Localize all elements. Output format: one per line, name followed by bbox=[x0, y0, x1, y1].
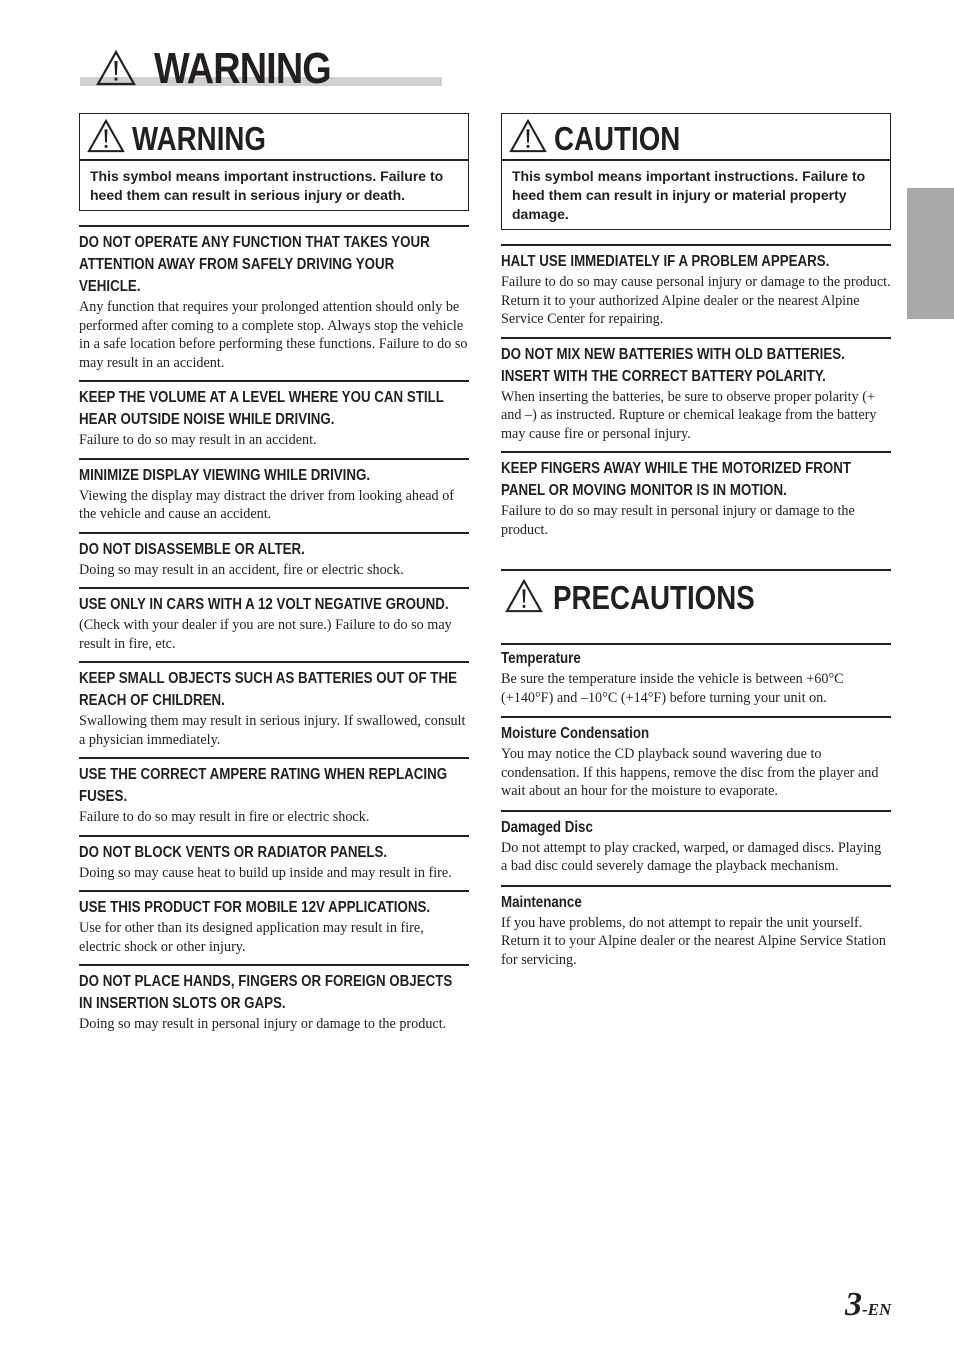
warning-item bbox=[79, 225, 469, 380]
warning-box-title: WARNING bbox=[132, 120, 266, 157]
warning-item bbox=[79, 458, 469, 532]
warning-heading-line: DO NOT DISASSEMBLE OR ALTER. bbox=[79, 540, 305, 558]
warning-item-body: Swallowing them may result in serious injury. If swallowed, consult a physician immediately. bbox=[79, 713, 466, 748]
warning-item-body: Doing so may result in an accident, fire or electric shock. bbox=[79, 561, 404, 578]
precaution-heading: Temperature bbox=[501, 650, 581, 667]
warning-item-heading bbox=[79, 764, 448, 808]
page-number bbox=[845, 1286, 891, 1324]
precautions-header bbox=[501, 569, 891, 621]
warning-triangle-icon bbox=[509, 119, 547, 153]
warning-item-heading bbox=[79, 842, 414, 864]
warning-item-body: Failure to do so may result in an accident. bbox=[79, 432, 317, 448]
precaution-body: If you have problems, do not attempt to repair the unit yourself. Return it to your Alpine dealer or the nearest Alpine Service Station for servicing. bbox=[501, 914, 886, 968]
warning-heading-line: DO NOT PLACE HANDS, FINGERS OR FOREIGN OBJECTS bbox=[79, 973, 453, 990]
caution-heading-line: PANEL OR MOVING MONITOR IS IN MOTION. bbox=[501, 482, 787, 499]
precaution-item bbox=[501, 810, 891, 885]
caution-heading-line: HALT USE IMMEDIATELY IF A PROBLEM APPEARS. bbox=[501, 253, 830, 270]
warning-item-body: Doing so may cause heat to build up inside and may result in fire. bbox=[79, 864, 452, 881]
warning-item-heading bbox=[79, 668, 457, 712]
warning-heading-line: KEEP SMALL OBJECTS SUCH AS BATTERIES OUT OF THE bbox=[79, 670, 457, 687]
caution-heading-line: INSERT WITH THE CORRECT BATTERY POLARITY. bbox=[501, 367, 826, 385]
precaution-body: You may notice the CD playback sound wavering due to condensation. If this happens, remove the disc from the player and wait about an hour for the moisture to evaporate. bbox=[501, 746, 879, 799]
warning-heading-line: HEAR OUTSIDE NOISE WHILE DRIVING. bbox=[79, 411, 335, 428]
precaution-item bbox=[501, 885, 891, 979]
warning-heading-line: DO NOT OPERATE ANY FUNCTION THAT TAKES YOUR bbox=[79, 234, 430, 251]
warning-box-description: This symbol means important instructions. Failure to heed them can result in serious injury or death. bbox=[90, 168, 444, 203]
warning-item-body: Viewing the display may distract the driver from looking ahead of the vehicle and cause an accident. bbox=[79, 487, 455, 522]
precaution-item bbox=[501, 645, 891, 716]
warning-item bbox=[79, 835, 469, 891]
warning-item bbox=[79, 964, 469, 1042]
warning-item bbox=[79, 380, 469, 458]
caution-column bbox=[501, 113, 891, 978]
warning-item bbox=[79, 661, 469, 757]
precaution-body: Be sure the temperature inside the vehicle is between +60°C (+140°F) and –10°C (+14°F) before turning your unit on. bbox=[501, 671, 844, 706]
warning-item bbox=[79, 587, 469, 661]
warning-item-body: Use for other than its designed application may result in fire, electric shock or other injury. bbox=[79, 920, 424, 955]
warning-triangle-icon bbox=[505, 579, 543, 613]
warning-heading-line: MINIMIZE DISPLAY VIEWING WHILE DRIVING. bbox=[79, 466, 371, 484]
warning-heading-line: REACH OF CHILDREN. bbox=[79, 692, 225, 709]
warning-item-heading bbox=[79, 897, 431, 919]
precaution-item bbox=[501, 716, 891, 810]
warning-heading-line: IN INSERTION SLOTS OR GAPS. bbox=[79, 995, 286, 1012]
caution-heading-line: DO NOT MIX NEW BATTERIES WITH OLD BATTERIES. bbox=[501, 345, 845, 363]
caution-symbol-box bbox=[501, 113, 891, 230]
caution-item-body: When inserting the batteries, be sure to observe proper polarity (+ and –) as instructed. Rupture or chemical leakage from the battery may cause fire or personal injury. bbox=[501, 388, 877, 442]
caution-heading-line: KEEP FINGERS AWAY WHILE THE MOTORIZED FRONT bbox=[501, 460, 852, 477]
warning-item-heading bbox=[79, 539, 414, 561]
precautions-title: PRECAUTIONS bbox=[553, 579, 755, 616]
page-number-value: 3 bbox=[845, 1286, 862, 1323]
warning-heading-line: DO NOT BLOCK VENTS OR RADIATOR PANELS. bbox=[79, 843, 388, 861]
warning-triangle-icon bbox=[96, 50, 136, 86]
warning-item-body: Doing so may result in personal injury or damage to the product. bbox=[79, 1016, 447, 1032]
caution-item bbox=[501, 244, 891, 337]
precaution-heading: Maintenance bbox=[501, 893, 582, 911]
section-tab bbox=[907, 188, 954, 319]
warning-item bbox=[79, 532, 469, 588]
warning-item-body: Failure to do so may result in fire or electric shock. bbox=[79, 809, 370, 825]
warning-item-heading bbox=[79, 232, 430, 298]
precautions-list bbox=[501, 645, 891, 978]
warning-symbol-box bbox=[79, 113, 469, 211]
page-title bbox=[80, 44, 442, 94]
warning-heading-line: KEEP THE VOLUME AT A LEVEL WHERE YOU CAN STILL bbox=[79, 389, 444, 406]
page-number-suffix: -EN bbox=[862, 1300, 892, 1319]
warning-item-heading bbox=[79, 465, 414, 487]
caution-box-title: CAUTION bbox=[554, 120, 681, 157]
warning-item bbox=[79, 757, 469, 835]
warning-heading-line: ATTENTION AWAY FROM SAFELY DRIVING YOUR bbox=[79, 256, 395, 273]
warning-item bbox=[79, 890, 469, 964]
warning-item-heading bbox=[79, 971, 453, 1015]
caution-item-heading bbox=[501, 458, 852, 502]
caution-item-body: Failure to do so may cause personal injury or damage to the product. Return it to your authorized Alpine dealer or the nearest Alpine Service Center for repairing. bbox=[501, 274, 891, 327]
warning-list bbox=[79, 225, 469, 1042]
warning-heading-line: VEHICLE. bbox=[79, 278, 141, 295]
warning-heading-line: USE THIS PRODUCT FOR MOBILE 12V APPLICATIONS. bbox=[79, 899, 431, 916]
precaution-body: Do not attempt to play cracked, warped, or damaged discs. Playing a bad disc could severely damage the playback mechanism. bbox=[501, 839, 882, 874]
warning-triangle-icon bbox=[87, 119, 125, 153]
caution-item-heading bbox=[501, 344, 845, 388]
caution-box-description: This symbol means important instructions. Failure to heed them can result in injury or material property damage. bbox=[512, 168, 866, 222]
warning-column bbox=[79, 113, 469, 1042]
precaution-heading: Moisture Condensation bbox=[501, 725, 650, 742]
caution-list bbox=[501, 244, 891, 547]
warning-heading-line: FUSES. bbox=[79, 788, 128, 805]
warning-heading-line: USE THE CORRECT AMPERE RATING WHEN REPLACING bbox=[79, 766, 448, 783]
caution-item-heading bbox=[501, 251, 836, 273]
warning-item-heading bbox=[79, 387, 444, 431]
caution-item-body: Failure to do so may result in personal injury or damage to the product. bbox=[501, 503, 855, 538]
warning-item-heading bbox=[79, 594, 449, 616]
warning-heading-line: USE ONLY IN CARS WITH A 12 VOLT NEGATIVE GROUND. bbox=[79, 596, 449, 613]
precaution-heading: Damaged Disc bbox=[501, 818, 593, 836]
page-title-text: WARNING bbox=[154, 44, 331, 93]
warning-item-body: (Check with your dealer if you are not sure.) Failure to do so may result in fire, etc. bbox=[79, 617, 452, 652]
caution-item bbox=[501, 451, 891, 547]
caution-item bbox=[501, 337, 891, 452]
warning-item-body: Any function that requires your prolonged attention should only be performed after coming to a complete stop. Always stop the vehicle in a safe location before performing these functions. Failure to do so may result in an accident. bbox=[79, 299, 468, 371]
